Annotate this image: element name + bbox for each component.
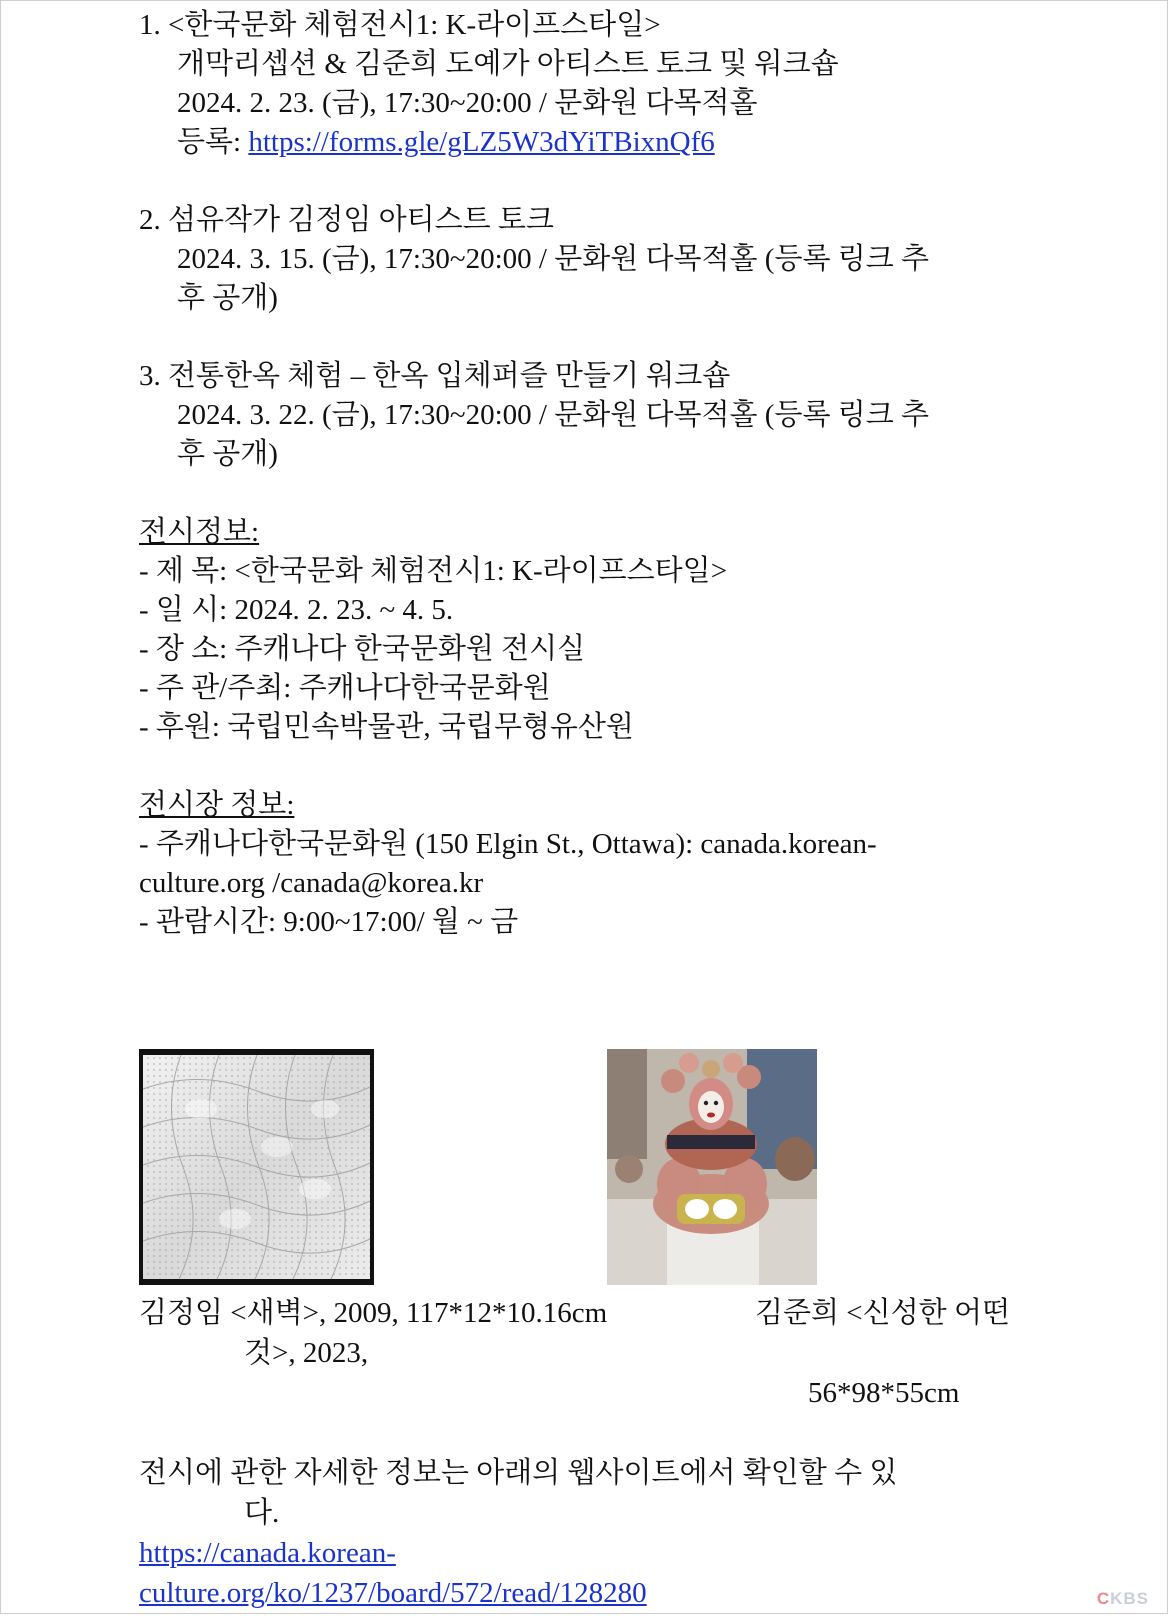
artwork-image-saebyeok [139, 1049, 374, 1285]
website-link-cont[interactable]: culture.org/ko/1237/board/572/read/128280 [139, 1577, 647, 1609]
register-link[interactable]: https://forms.gle/gLZ5W3dYiTBixnQf6 [248, 126, 715, 158]
venue-contact: culture.org /canada@korea.kr [139, 867, 484, 899]
footer-text-cont: 다. [244, 1497, 280, 1529]
venue-heading: 전시장 정보: [139, 789, 295, 821]
exhibition-organizer: - 주 관/주최: 주캐나다한국문화원 [139, 672, 551, 704]
event-3-datetime-cont: 후 공개) [177, 438, 278, 470]
event-2-datetime-cont: 후 공개) [177, 282, 278, 314]
footer-text: 전시에 관한 자세한 정보는 아래의 웹사이트에서 확인할 수 있 [139, 1457, 898, 1489]
event-1-subtitle: 개막리셉션 & 김준희 도예가 아티스트 토크 및 워크숍 [177, 48, 839, 80]
artwork-image-sacred [607, 1049, 817, 1285]
event-3-datetime: 2024. 3. 22. (금), 17:30~20:00 / 문화원 다목적홀 (등록 링크 추 [177, 399, 930, 431]
website-link[interactable]: https://canada.korean- [139, 1537, 396, 1569]
venue-address: - 주캐나다한국문화원 (150 Elgin St., Ottawa): canada.korean- [139, 828, 877, 860]
event-2-datetime: 2024. 3. 15. (금), 17:30~20:00 / 문화원 다목적홀 (등록 링크 추 [177, 243, 930, 275]
artwork-caption-sacred-size: 56*98*55cm [808, 1377, 960, 1409]
artwork-caption-sacred: 김준희 <신성한 어떤 [755, 1297, 1010, 1329]
event-2-title: 2. 섬유작가 김정임 아티스트 토크 [139, 204, 554, 236]
exhibition-title: - 제 목: <한국문화 체험전시1: K-라이프스타일> [139, 555, 728, 587]
ceramic-sculpture-graphic [607, 1049, 817, 1285]
event-1-register [177, 122, 715, 162]
venue-hours: - 관람시간: 9:00~17:00/ 월 ~ 금 [139, 906, 519, 938]
broadcaster-watermark: CKBS [1096, 1589, 1149, 1608]
exhibition-sponsor: - 후원: 국립민속박물관, 국립무형유산원 [139, 711, 634, 743]
register-label: 등록: [177, 126, 249, 158]
exhibition-dates: - 일 시: 2024. 2. 23. ~ 4. 5. [139, 594, 454, 626]
textile-artwork-graphic [139, 1049, 374, 1285]
artwork-caption-sacred-cont: 것>, 2023, [244, 1337, 369, 1369]
event-1-title: 1. <한국문화 체험전시1: K-라이프스타일> [139, 9, 661, 41]
artwork-caption-saebyeok: 김정임 <새벽>, 2009, 117*12*10.16cm [139, 1297, 608, 1329]
event-1-datetime: 2024. 2. 23. (금), 17:30~20:00 / 문화원 다목적홀 [177, 87, 758, 119]
event-3-title: 3. 전통한옥 체험 – 한옥 입체퍼즐 만들기 워크숍 [139, 360, 731, 392]
exhibition-heading: 전시정보: [139, 516, 260, 548]
exhibition-place: - 장 소: 주캐나다 한국문화원 전시실 [139, 633, 586, 665]
